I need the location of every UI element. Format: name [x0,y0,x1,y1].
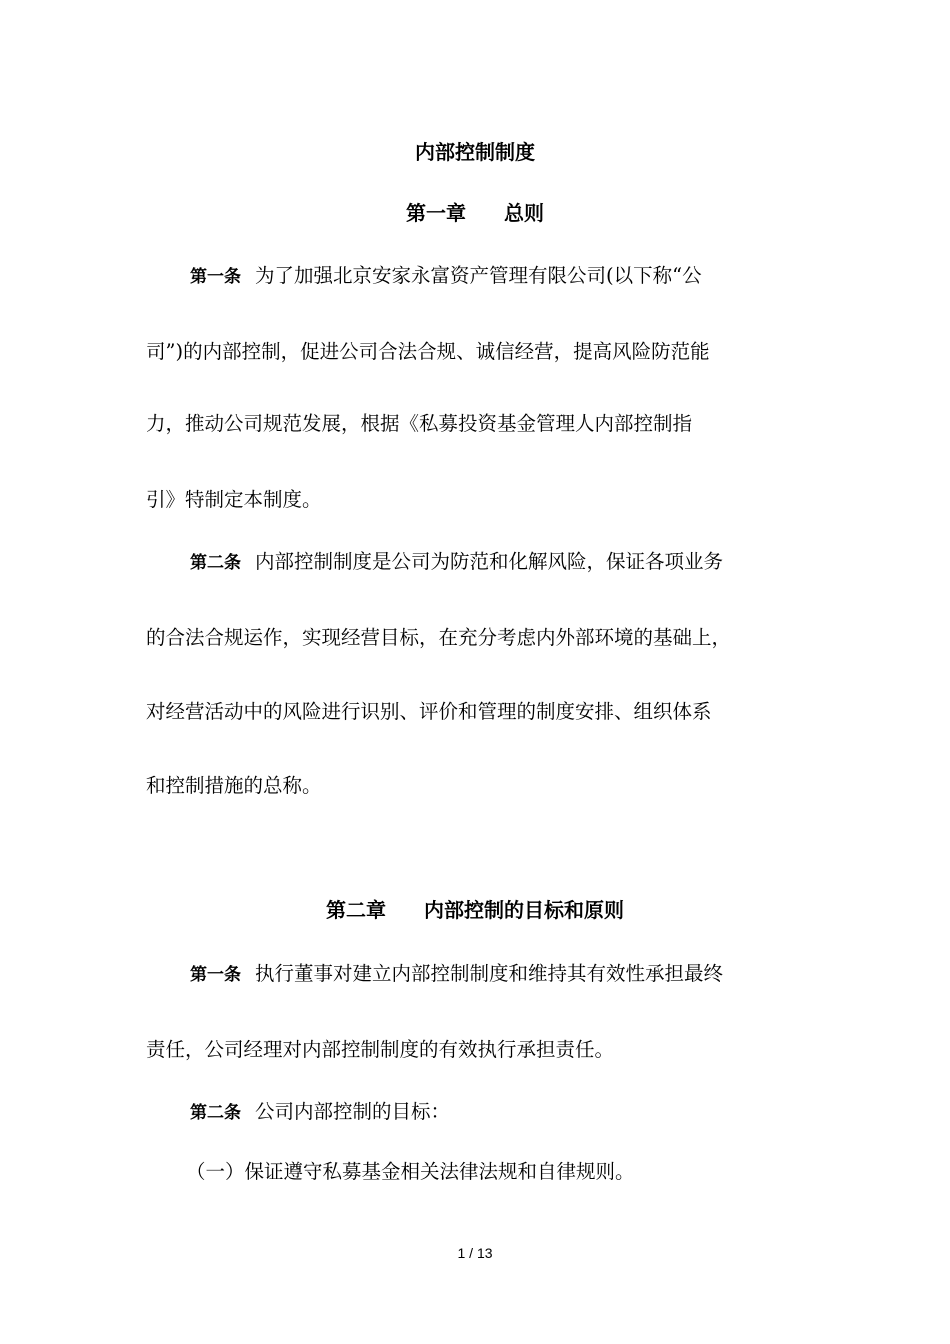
ch1-art2-text-1: 内部控制制度是公司为防范和化解风险，保证各项业务 [255,550,724,573]
ch2-art2-line-1 [190,1100,870,1125]
ch2-art2-text-1: 公司内部控制的目标： [255,1100,451,1123]
chapter-2-heading [0,898,950,922]
ch1-art2-line-3: 对经营活动中的风险进行识别、评价和管理的制度安排、组织体系 [146,700,712,723]
ch2-art1-line-1 [190,962,870,987]
list-item: （一）保证遵守私募基金相关法律法规和自律规则。 [186,1160,635,1183]
ch1-art1-line-1 [190,264,870,289]
ch1-art1-line-2: 司”)的内部控制，促进公司合法合规、诚信经营，提高风险防范能 [146,340,710,363]
ch1-art2-label: 第二条 [190,553,241,573]
ch1-art2-line-1 [190,550,870,575]
ch1-art2-line-4: 和控制措施的总称。 [146,774,322,797]
chapter-2-label: 第二章 [326,898,386,922]
chapter-1-label: 第一章 [406,201,466,225]
ch1-art1-line-3: 力，推动公司规范发展，根据《私募投资基金管理人内部控制指 [146,412,693,435]
ch1-art1-label: 第一条 [190,267,241,287]
ch2-art1-line-2: 责任，公司经理对内部控制制度的有效执行承担责任。 [146,1038,615,1061]
ch2-art1-text-1: 执行董事对建立内部控制制度和维持其有效性承担最终 [255,962,724,985]
ch1-art2-line-2: 的合法合规运作，实现经营目标，在充分考虑内外部环境的基础上， [146,626,732,649]
ch1-art1-text-1: 为了加强北京安家永富资产管理有限公司(以下称“公 [255,264,702,287]
chapter-1-heading [0,201,950,225]
ch2-art1-label: 第一条 [190,965,241,985]
chapter-1-name: 总则 [504,201,544,225]
ch2-art2-label: 第二条 [190,1103,241,1123]
ch1-art1-line-4: 引》特制定本制度。 [146,488,322,511]
document-title: 内部控制制度 [415,140,535,164]
page-number: 1 / 13 [457,1245,493,1261]
chapter-2-name: 内部控制的目标和原则 [424,898,624,922]
